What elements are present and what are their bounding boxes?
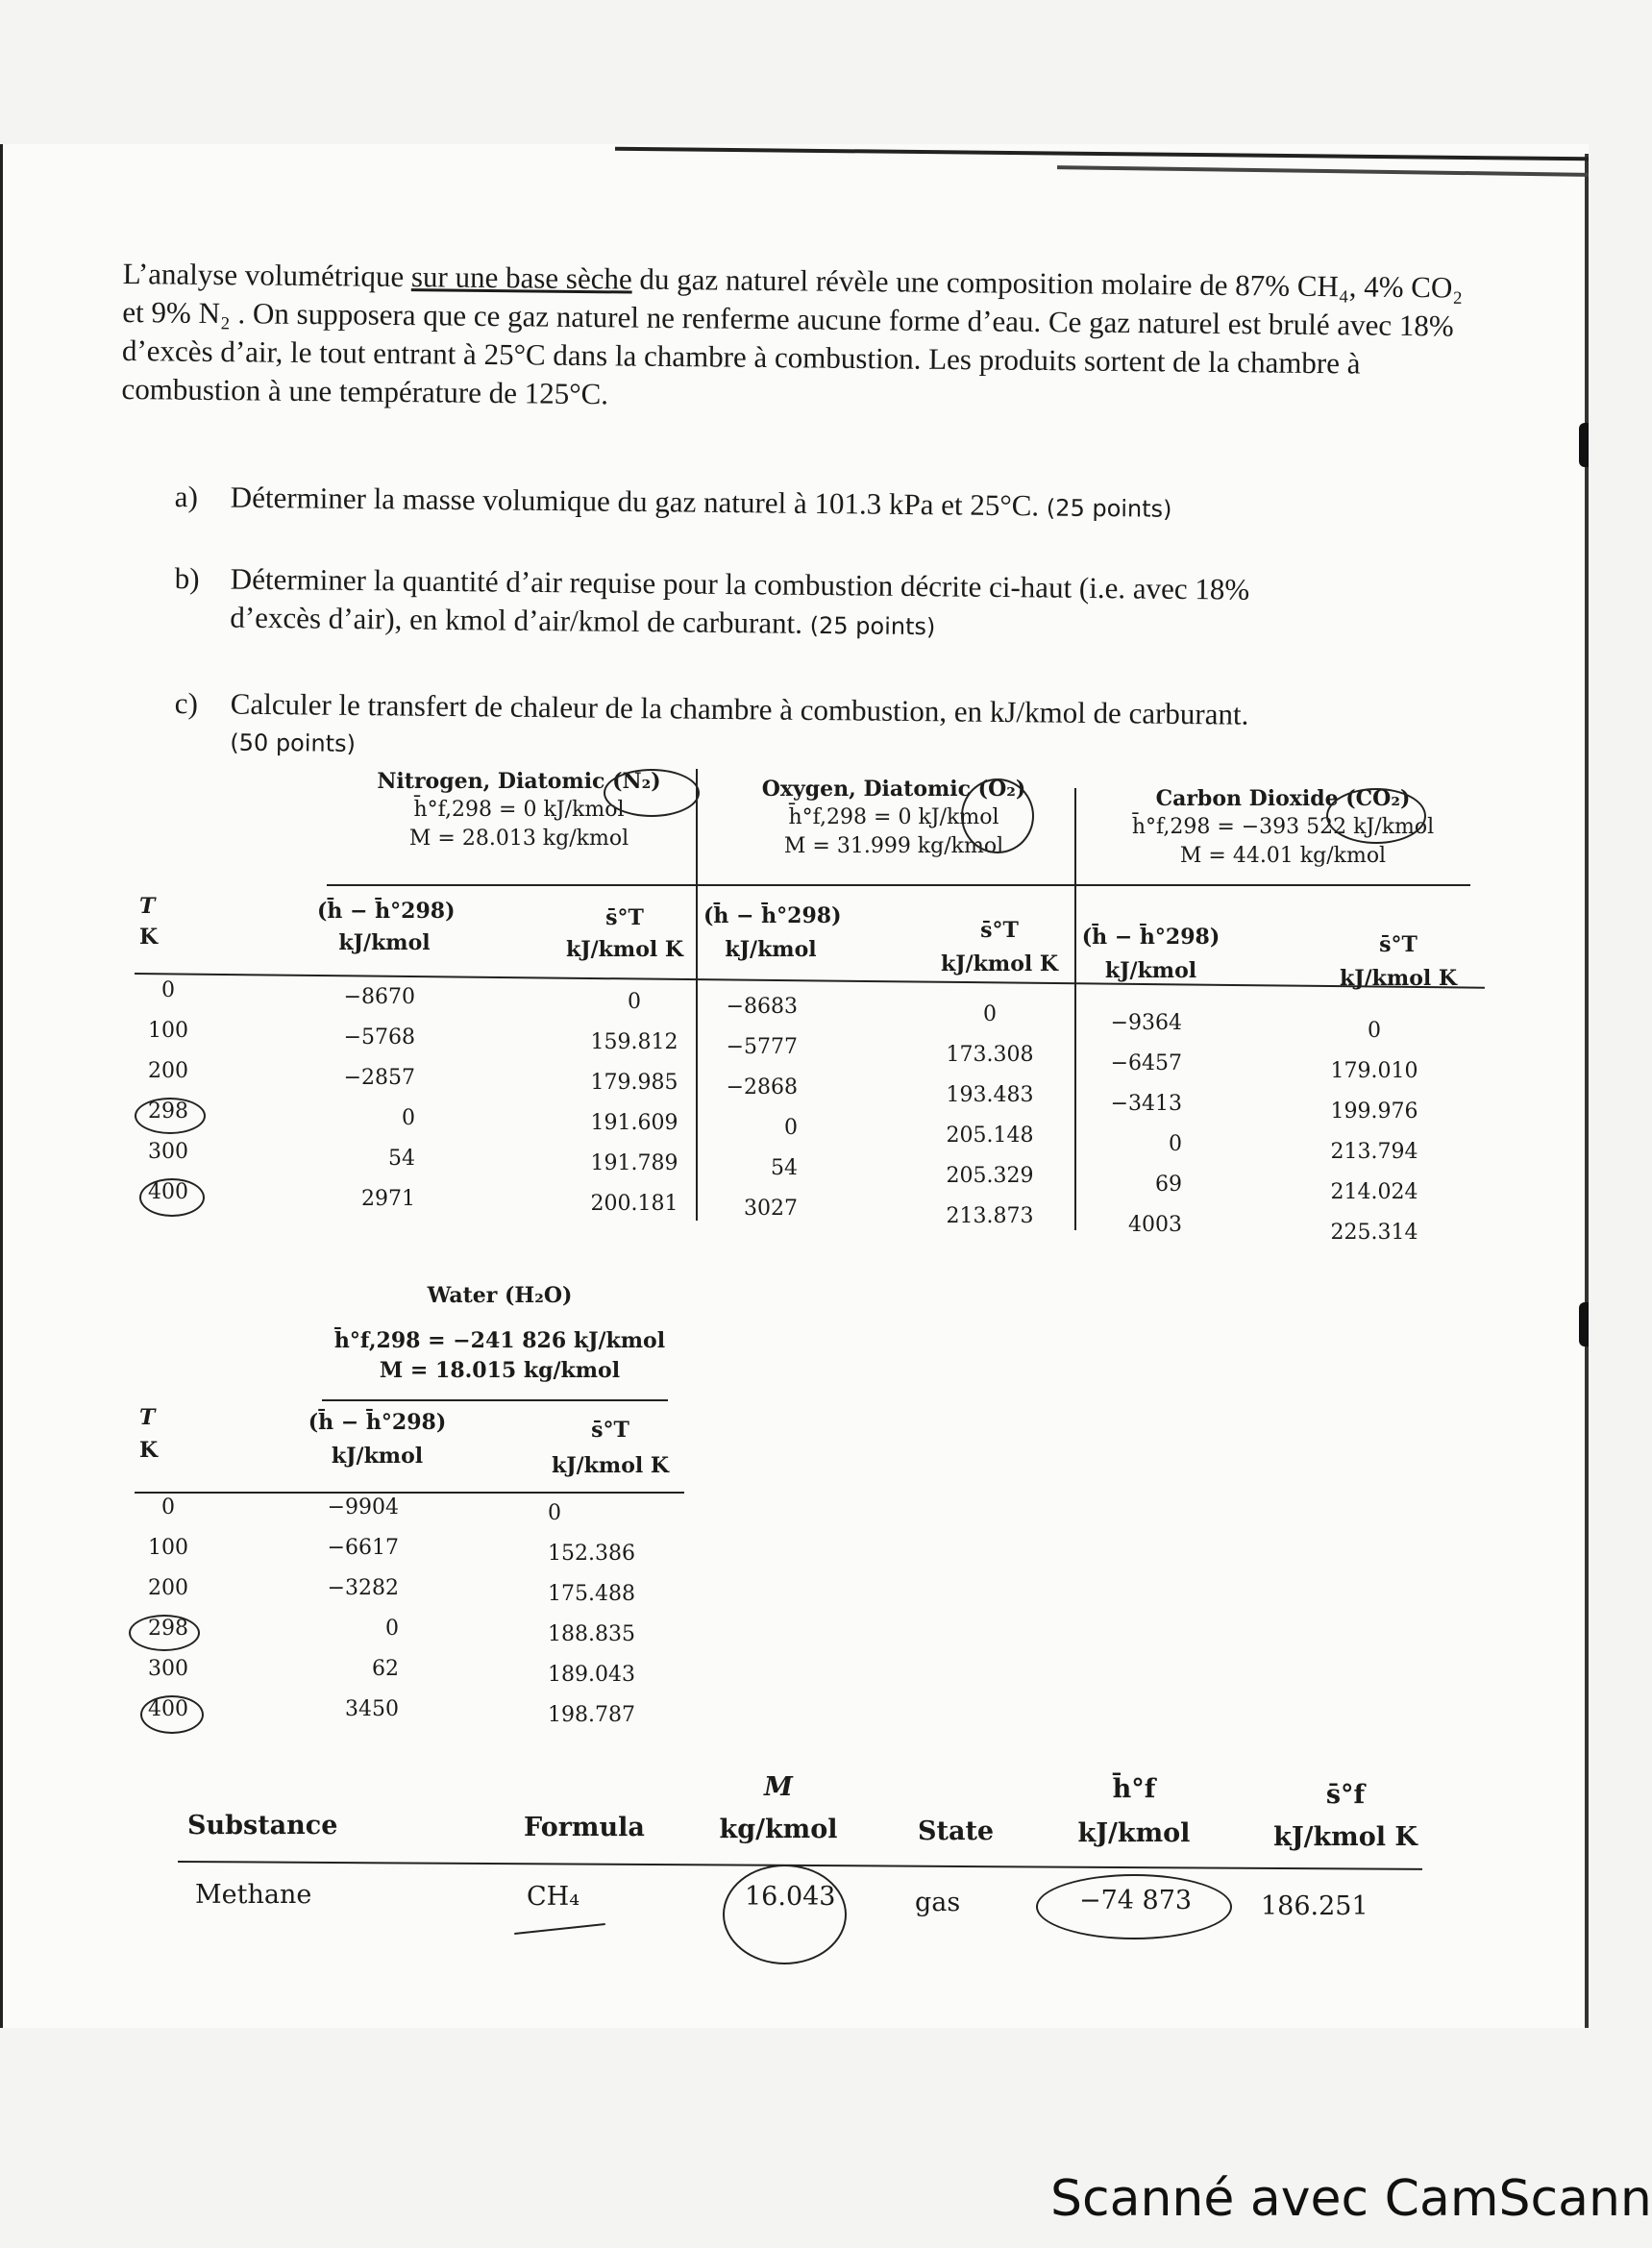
co2-dh: −9364 [1110,1011,1182,1035]
o2-s: 0 [983,1002,997,1026]
molar-mass-header: M [764,1772,793,1802]
h2o-s: 152.386 [548,1542,635,1566]
n2-dh: 54 [388,1147,415,1171]
underlined-phrase: sur une base sèche [410,259,632,296]
o2-s: 213.873 [946,1204,1034,1228]
table-rule [327,884,1470,886]
question-b: b) Déterminer la quantité d’air requise pour la combustion décrite ci-haut (i.e. avec 18% d’excès d’air), en kmol d’air/kmol de carburant. (25 points) [174,560,1250,641]
handwritten-circle [723,1865,847,1964]
co2-s: 214.024 [1330,1180,1418,1204]
substance-header: Substance [187,1811,338,1840]
handwritten-circle [961,778,1034,853]
co2-dh: 0 [1169,1132,1182,1156]
co2-s-header: s̄°T [1379,932,1418,957]
table-rule [322,1399,668,1401]
co2-dh-unit: kJ/kmol [1104,958,1197,983]
o2-dh: 54 [771,1156,798,1180]
h2o-dh: −6617 [327,1536,399,1560]
n2-molar-mass: M = 28.013 kg/kmol [408,827,629,851]
o2-title: Oxygen, Diatomic (O₂) [761,777,1026,802]
methane-hf: −74 873 [1079,1886,1193,1915]
question-c: c) Calculer le transfert de chaleur de la chambre à combustion, en kJ/kmol de carburant. (50 points) [174,685,1249,757]
n2-s: 191.609 [590,1111,678,1135]
co2-title: Carbon Dioxide (CO₂) [1155,786,1411,811]
h2o-s: 0 [548,1501,561,1525]
hf-header: h̄°f [1112,1774,1156,1804]
k-header: K [139,1438,159,1463]
o2-molar-mass: M = 31.999 kg/kmol [783,834,1004,858]
n2-title: Nitrogen, Diatomic (N₂) [377,769,661,794]
sf-unit: kJ/kmol K [1273,1822,1418,1852]
binding-mark [1579,1302,1589,1346]
o2-dh: −2868 [726,1075,798,1099]
h2o-s: 198.787 [548,1703,635,1727]
table-header-rule [135,1492,684,1494]
methane-state: gas [915,1888,961,1917]
o2-s-unit: kJ/kmol K [940,951,1059,976]
temp-cell: 100 [148,1019,188,1043]
h2o-dh: 62 [372,1657,399,1681]
methane-molar-mass: 16.043 [745,1882,836,1912]
handwritten-circle [604,769,700,817]
temp-cell: 100 [148,1536,188,1560]
state-header: State [918,1816,995,1846]
co2-s: 179.010 [1330,1059,1418,1083]
temp-cell: 300 [148,1140,188,1164]
co2-s-unit: kJ/kmol K [1339,966,1458,991]
o2-dh: −5777 [726,1035,798,1059]
handwritten-circle [135,1098,206,1134]
binding-mark [1579,423,1589,467]
handwritten-circle [1326,788,1426,844]
sf-header: s̄°f [1325,1780,1366,1810]
methane-formula: CH₄ [527,1882,580,1912]
co2-dh: −6457 [1110,1051,1182,1075]
h2o-s: 188.835 [548,1622,635,1646]
scan-edge-left [0,144,3,2028]
handwritten-circle [1036,1874,1232,1939]
h2o-molar-mass: M = 18.015 kg/kmol [379,1358,621,1383]
handwritten-circle [129,1615,200,1651]
h2o-dh: 0 [385,1617,399,1641]
co2-dh: 4003 [1128,1213,1182,1237]
co2-s: 213.794 [1330,1140,1418,1164]
o2-s-header: s̄°T [980,918,1019,943]
temp-cell: 400 [148,1697,188,1721]
methane-sf: 186.251 [1261,1891,1368,1921]
formula-header: Formula [524,1813,645,1842]
molar-mass-unit: kg/kmol [719,1815,838,1844]
n2-s: 191.789 [590,1151,678,1175]
n2-s-unit: kJ/kmol K [565,937,684,962]
co2-dh-header: (h̄ − h̄°298) [1081,925,1221,950]
n2-s-header: s̄°T [605,905,644,930]
n2-dh: −2857 [343,1066,415,1090]
n2-dh-unit: kJ/kmol [338,930,431,955]
h2o-s: 175.488 [548,1582,635,1606]
temp-cell: 200 [148,1576,188,1600]
co2-s: 199.976 [1330,1099,1418,1124]
co2-dh: 69 [1155,1173,1182,1197]
n2-s: 0 [628,990,641,1014]
o2-s: 205.148 [946,1124,1034,1148]
o2-dh-unit: kJ/kmol [725,937,817,962]
n2-s: 179.985 [590,1071,678,1095]
n2-dh: 0 [402,1106,415,1130]
h2o-dh: 3450 [345,1697,399,1721]
n2-dh: −5768 [343,1025,415,1050]
temp-cell: 200 [148,1059,188,1083]
co2-s: 0 [1368,1019,1381,1043]
o2-dh-header: (h̄ − h̄°298) [703,903,842,928]
k-header: K [139,925,159,950]
h2o-hf: h̄°f,298 = −241 826 kJ/kmol [333,1328,666,1353]
t-header: T [139,1405,156,1430]
h2o-dh: −3282 [327,1576,399,1600]
o2-hf: h̄°f,298 = 0 kJ/kmol [788,805,999,829]
co2-hf: h̄°f,298 = −393 522 kJ/kmol [1131,815,1435,839]
methane-name: Methane [195,1880,312,1910]
n2-s: 200.181 [590,1192,678,1216]
h2o-dh: −9904 [327,1495,399,1519]
o2-dh: −8683 [726,995,798,1019]
t-header: T [139,894,156,919]
h2o-dh-header: (h̄ − h̄°298) [308,1410,447,1435]
o2-dh: 0 [784,1116,798,1140]
n2-s: 159.812 [590,1030,678,1054]
temp-cell: 298 [148,1099,188,1124]
h2o-title: Water (H₂O) [427,1283,573,1308]
handwritten-circle [140,1695,204,1734]
o2-s: 193.483 [946,1083,1034,1107]
temp-cell: 298 [148,1617,188,1641]
o2-s: 173.308 [946,1043,1034,1067]
temp-cell: 300 [148,1657,188,1681]
handwritten-circle [139,1178,205,1217]
n2-hf: h̄°f,298 = 0 kJ/kmol [413,798,625,822]
problem-statement: L’analyse volumétrique sur une base sèche du gaz naturel révèle une composition molaire de 87% CH₄, 4% CO₂ et 9% N₂ . On supposera que ce gaz naturel ne renferme aucune forme d’eau. Ce gaz naturel est brulé avec 18% d’excès d’air, le tout entrant à 25°C dans la chambre à combustion. Les produits sortent de la chambre à combustion à une température de 125°C. [121,256,1464,411]
n2-dh-header: (h̄ − h̄°298) [317,899,456,924]
h2o-s: 189.043 [548,1663,635,1687]
scanner-watermark: Scanné avec CamScann [1050,2170,1652,2228]
o2-dh: 3027 [744,1197,798,1221]
h2o-dh-unit: kJ/kmol [331,1444,424,1469]
col-separator [1074,788,1076,1230]
temp-cell: 0 [161,1495,175,1519]
o2-s: 205.329 [946,1164,1034,1188]
co2-s: 225.314 [1330,1221,1418,1245]
hf-unit: kJ/kmol [1077,1818,1191,1848]
n2-dh: 2971 [361,1187,415,1211]
h2o-s-unit: kJ/kmol K [551,1453,670,1478]
temp-cell: 400 [148,1180,188,1204]
question-a: a) Déterminer la masse volumique du gaz naturel à 101.3 kPa et 25°C. (25 points) [174,479,1172,523]
n2-dh: −8670 [343,985,415,1009]
co2-molar-mass: M = 44.01 kg/kmol [1179,844,1387,868]
co2-dh: −3413 [1110,1092,1182,1116]
temp-cell: 0 [161,978,175,1002]
h2o-s-header: s̄°T [591,1418,629,1443]
